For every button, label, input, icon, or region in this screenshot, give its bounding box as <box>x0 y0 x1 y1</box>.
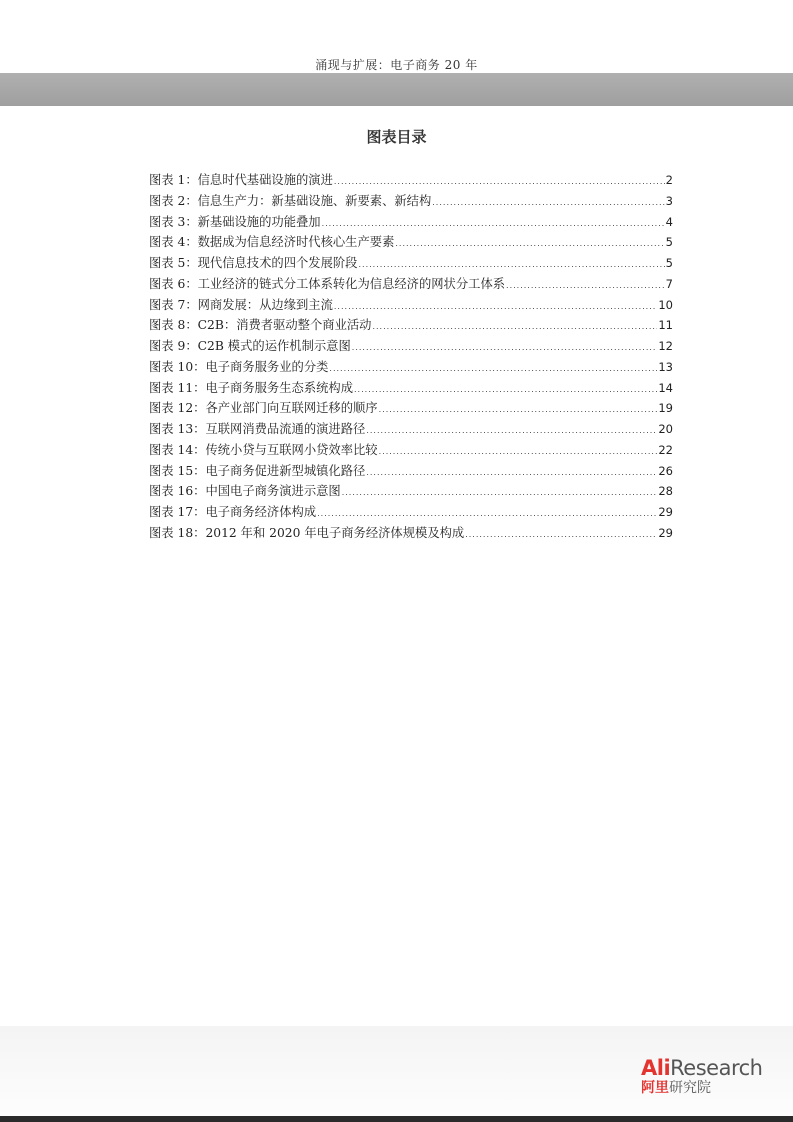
toc-entry-page: 29 <box>658 505 673 519</box>
toc-entry-label: 图表 13：互联网消费品流通的演进路径 <box>149 422 366 436</box>
toc-entry-page: 12 <box>658 339 673 353</box>
toc-entry-8[interactable] <box>149 315 673 336</box>
toc-entry-page: 2 <box>665 173 673 187</box>
logo-ali-text: Ali <box>641 1056 671 1080</box>
toc-entry-page: 3 <box>665 193 673 208</box>
toc-entry-6[interactable] <box>149 274 673 295</box>
toc-leader-dots <box>432 198 664 207</box>
toc-entry-11[interactable] <box>149 378 673 399</box>
toc-leader-dots <box>334 302 657 311</box>
toc-leader-dots <box>465 530 657 539</box>
toc-leader-dots <box>329 364 657 373</box>
logo-wordmark <box>641 1057 781 1079</box>
toc-entry-13[interactable] <box>149 419 673 440</box>
toc-leader-dots <box>366 426 657 435</box>
toc-entry-label: 图表 14：传统小贷与互联网小贷效率比较 <box>149 442 378 457</box>
toc-leader-dots <box>395 239 664 248</box>
toc-entry-page: 19 <box>658 401 673 416</box>
toc-entry-10[interactable] <box>149 357 673 378</box>
toc-leader-dots <box>379 405 658 414</box>
footer-line <box>0 1116 793 1122</box>
toc-entry-4[interactable] <box>149 232 673 253</box>
toc-entry-label: 图表 16：中国电子商务演进示意图 <box>149 484 341 499</box>
toc-entry-page: 11 <box>658 318 673 333</box>
toc-entry-label: 图表 4：数据成为信息经济时代核心生产要素 <box>149 235 395 250</box>
toc-leader-dots <box>317 509 657 518</box>
toc-entry-page: 10 <box>658 297 673 312</box>
toc-leader-dots <box>354 385 657 394</box>
toc-entry-label: 图表 1：信息时代基础设施的演进 <box>149 173 333 187</box>
toc-entry-label: 图表 7：网商发展：从边缘到主流 <box>149 297 333 312</box>
toc-entry-label: 图表 8：C2B：消费者驱动整个商业活动 <box>149 318 372 333</box>
toc-entry-label: 图表 5：现代信息技术的四个发展阶段 <box>149 256 358 270</box>
toc-title: 图表目录 <box>366 128 427 146</box>
toc-entry-label: 图表 10：电子商务服务业的分类 <box>149 359 329 374</box>
toc-entry-page: 28 <box>658 484 673 499</box>
toc-entry-7[interactable] <box>149 295 673 316</box>
toc-entry-page: 5 <box>665 256 673 270</box>
toc-entry-page: 14 <box>658 380 673 395</box>
toc-entry-page: 4 <box>665 214 673 229</box>
aliresearch-logo <box>641 1057 781 1099</box>
toc-entry-label: 图表 11：电子商务服务生态系统构成 <box>149 380 354 395</box>
logo-research-text: Research <box>670 1056 763 1080</box>
toc-entry-12[interactable] <box>149 398 673 419</box>
header-bar <box>0 73 793 106</box>
toc-entry-2[interactable] <box>149 191 673 212</box>
toc-leader-dots <box>366 468 657 477</box>
logo-cn-ali-text: 阿里 <box>641 1080 669 1096</box>
toc-entry-16[interactable] <box>149 481 673 502</box>
toc-entry-page: 7 <box>665 276 673 291</box>
toc-entry-label: 图表 9：C2B 模式的运作机制示意图 <box>149 339 351 353</box>
toc-leader-dots <box>372 322 657 331</box>
toc-entry-5[interactable] <box>149 253 673 274</box>
toc-entry-page: 26 <box>658 463 673 478</box>
logo-chinese <box>641 1079 781 1097</box>
toc-entry-page: 5 <box>665 235 673 250</box>
toc-entry-label: 图表 12：各产业部门向互联网迁移的顺序 <box>149 401 378 416</box>
running-header: 涌现与扩展：电子商务 20 年 <box>315 58 478 72</box>
toc-entry-15[interactable] <box>149 461 673 482</box>
toc-entry-9[interactable] <box>149 336 673 357</box>
toc-entry-3[interactable] <box>149 212 673 233</box>
toc-entry-page: 20 <box>658 422 673 436</box>
toc-entry-17[interactable] <box>149 502 673 523</box>
toc-entry-14[interactable] <box>149 440 673 461</box>
toc-entry-label: 图表 17：电子商务经济体构成 <box>149 505 317 519</box>
logo-cn-institute-text: 研究院 <box>669 1080 711 1096</box>
toc-leader-dots <box>358 260 664 269</box>
toc-entry-page: 22 <box>658 442 673 457</box>
toc-entry-1[interactable] <box>149 170 673 191</box>
toc-list <box>149 170 673 544</box>
toc-leader-dots <box>322 219 665 228</box>
toc-entry-label: 图表 2：信息生产力：新基础设施、新要素、新结构 <box>149 193 432 208</box>
toc-leader-dots <box>506 281 665 290</box>
toc-leader-dots <box>334 177 665 186</box>
toc-entry-page: 29 <box>658 525 673 540</box>
toc-leader-dots <box>352 343 658 352</box>
toc-leader-dots <box>379 447 658 456</box>
toc-entry-label: 图表 3：新基础设施的功能叠加 <box>149 214 321 229</box>
toc-entry-label: 图表 15：电子商务促进新型城镇化路径 <box>149 463 366 478</box>
toc-entry-18[interactable] <box>149 523 673 544</box>
toc-entry-label: 图表 6：工业经济的链式分工体系转化为信息经济的网状分工体系 <box>149 276 506 291</box>
toc-leader-dots <box>342 488 658 497</box>
toc-entry-page: 13 <box>658 359 673 374</box>
toc-entry-label: 图表 18：2012 年和 2020 年电子商务经济体规模及构成 <box>149 525 465 540</box>
